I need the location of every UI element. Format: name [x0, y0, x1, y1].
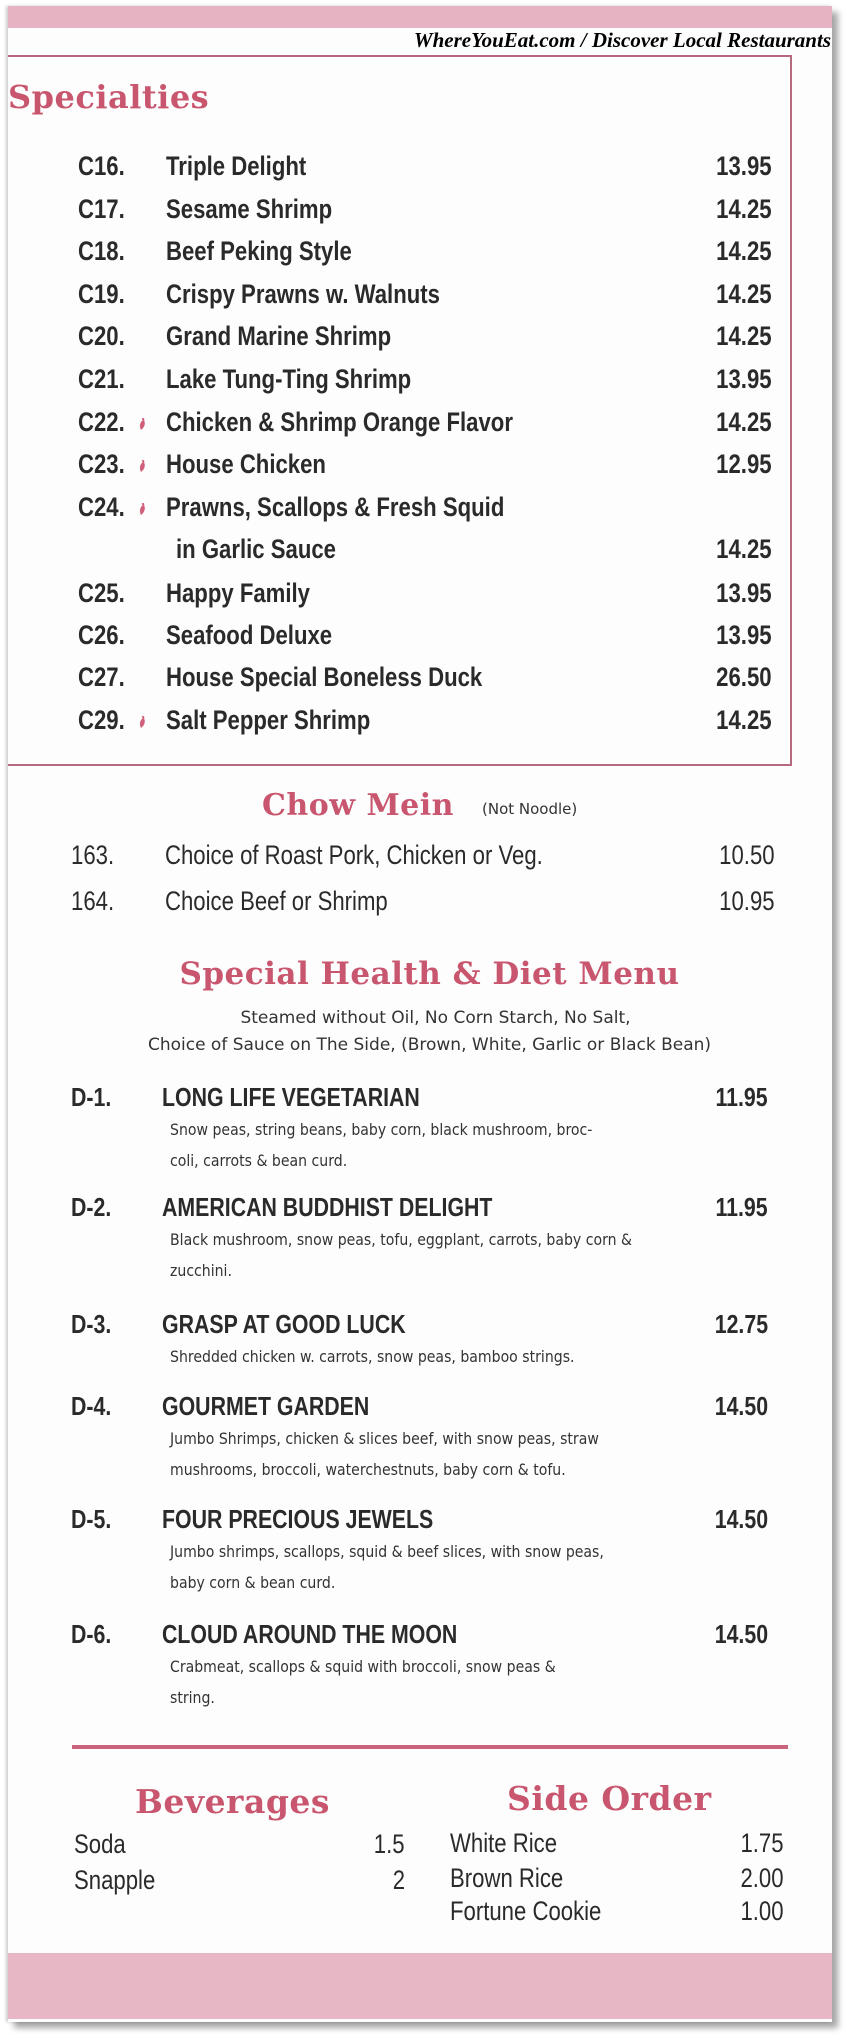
- diet-subtitle-1: Steamed without Oil, No Corn Starch, No Salt,: [240, 1008, 631, 1028]
- side-order-item-price: 2.00: [740, 1863, 784, 1893]
- diet-item-code: D-4.: [71, 1391, 112, 1421]
- diet-item-price: 11.95: [715, 1082, 768, 1112]
- diet-item-code: D-2.: [71, 1192, 112, 1222]
- specialty-item-price: 13.95: [716, 151, 772, 181]
- specialty-item: [78, 447, 772, 481]
- beverage-item: [74, 1827, 405, 1861]
- beverages-heading: Beverages: [135, 1782, 330, 1821]
- diet-item-price: 11.95: [715, 1192, 768, 1222]
- chow-mein-item: [71, 884, 775, 918]
- chow-mein-item-code: 164.: [71, 886, 115, 916]
- specialty-item-price: 13.95: [716, 364, 772, 394]
- specialty-item-code: C19.: [78, 279, 125, 309]
- specialty-item-name: Chicken & Shrimp Orange Flavor: [166, 407, 513, 437]
- specialty-item: [78, 149, 772, 183]
- specialty-item-name: Beef Peking Style: [166, 236, 352, 266]
- specialties-heading: Specialties: [8, 78, 210, 116]
- specialty-item: [78, 319, 772, 353]
- specialty-item-price: 13.95: [716, 578, 772, 608]
- specialty-item-price: 14.25: [716, 194, 772, 224]
- specialty-item-cont: [78, 532, 772, 566]
- specialty-item-code: C23.: [78, 449, 125, 479]
- specialty-item-name: Grand Marine Shrimp: [166, 321, 392, 351]
- hot-pepper-icon: [138, 417, 147, 431]
- diet-item-description: zucchini.: [170, 1261, 232, 1280]
- specialty-item-code: C27.: [78, 662, 125, 692]
- specialty-item-name: Happy Family: [166, 578, 310, 608]
- specialty-item-cont-price: 14.25: [716, 534, 772, 564]
- diet-item-code: D-5.: [71, 1504, 112, 1534]
- specialty-item: [78, 277, 772, 311]
- diet-item-price: 14.50: [714, 1619, 768, 1649]
- diet-item-description: Snow peas, string beans, baby corn, black mushroom, broc-: [170, 1120, 593, 1139]
- side-order-item-price: 1.75: [740, 1828, 784, 1858]
- top-pink-band: [8, 6, 832, 28]
- diet-item-name: LONG LIFE VEGETARIAN: [162, 1082, 420, 1112]
- side-order-item: [450, 1861, 784, 1895]
- side-order-item: [450, 1894, 784, 1928]
- side-order-item-code: Fortune Cookie: [450, 1896, 602, 1926]
- diet-item-code: D-6.: [71, 1619, 112, 1649]
- specialty-item-cont-name: in Garlic Sauce: [176, 534, 336, 564]
- specialty-item: [78, 703, 772, 737]
- diet-item-description: Shredded chicken w. carrots, snow peas, bamboo strings.: [170, 1347, 575, 1366]
- specialty-item-code: C25.: [78, 578, 125, 608]
- specialty-item-name: Triple Delight: [166, 151, 307, 181]
- diet-item-name: GOURMET GARDEN: [162, 1391, 370, 1421]
- specialty-item-price: 14.25: [716, 321, 772, 351]
- diet-item-code: D-3.: [71, 1309, 112, 1339]
- watermark-text: WhereYouEat.com / Discover Local Restaurants: [413, 28, 831, 52]
- specialty-item-code: C24.: [78, 492, 125, 522]
- beverage-item-code: Snapple: [74, 1865, 156, 1895]
- chow-mein-note: (Not Noodle): [482, 800, 578, 818]
- specialty-item-name: Crispy Prawns w. Walnuts: [166, 279, 440, 309]
- diet-menu-heading: Special Health & Diet Menu: [179, 956, 680, 992]
- diet-item-name: FOUR PRECIOUS JEWELS: [162, 1504, 434, 1534]
- diet-item: [71, 1502, 768, 1536]
- specialty-item-code: C16.: [78, 151, 125, 181]
- specialty-item-price: 14.25: [716, 407, 772, 437]
- specialty-item-price: 14.25: [716, 279, 772, 309]
- side-order-item-code: Brown Rice: [450, 1863, 564, 1893]
- specialty-item-price: 14.25: [716, 236, 772, 266]
- diet-item-name: CLOUD AROUND THE MOON: [162, 1619, 458, 1649]
- specialty-item: [78, 618, 772, 652]
- diet-item-name: GRASP AT GOOD LUCK: [162, 1309, 406, 1339]
- specialty-item: [78, 576, 772, 610]
- diet-item-description: string.: [170, 1688, 215, 1707]
- specialty-item-code: C26.: [78, 620, 125, 650]
- diet-item-description: Black mushroom, snow peas, tofu, eggplant, carrots, baby corn &: [170, 1230, 632, 1249]
- side-order-item-code: White Rice: [450, 1828, 558, 1858]
- side-order-item: [450, 1826, 784, 1860]
- diet-item: [71, 1617, 768, 1651]
- specialty-item-price: 26.50: [716, 662, 772, 692]
- diet-item: [71, 1190, 768, 1224]
- chow-mein-item-code: 163.: [71, 840, 115, 870]
- specialty-item-price: 14.25: [716, 705, 772, 735]
- diet-item-description: baby corn & bean curd.: [170, 1573, 336, 1592]
- specialty-item: [78, 660, 772, 694]
- specialty-item-name: Lake Tung-Ting Shrimp: [166, 364, 412, 394]
- diet-item-name: AMERICAN BUDDHIST DELIGHT: [162, 1192, 493, 1222]
- section-divider: [72, 1745, 788, 1749]
- chow-mein-item-name: Choice of Roast Pork, Chicken or Veg.: [165, 840, 543, 870]
- chow-mein-item: [71, 838, 775, 872]
- diet-subtitle-2: Choice of Sauce on The Side, (Brown, White, Garlic or Black Bean): [147, 1035, 712, 1055]
- specialty-item-name: House Chicken: [166, 449, 326, 479]
- diet-item-price: 14.50: [714, 1504, 768, 1534]
- specialty-item-code: C29.: [78, 705, 125, 735]
- diet-item: [71, 1080, 768, 1114]
- specialty-item-code: C22.: [78, 407, 125, 437]
- specialty-item-code: C17.: [78, 194, 125, 224]
- specialty-item: [78, 405, 772, 439]
- beverage-item-price: 1.5: [374, 1829, 405, 1859]
- diet-item-code: D-1.: [71, 1082, 112, 1112]
- diet-item: [71, 1389, 768, 1423]
- hot-pepper-icon: [138, 502, 147, 516]
- hot-pepper-icon: [138, 715, 147, 729]
- chow-mein-heading: Chow Mein: [262, 788, 454, 823]
- diet-item: [71, 1307, 768, 1341]
- chow-mein-item-price: 10.95: [719, 886, 775, 916]
- specialty-item: [78, 490, 772, 524]
- diet-item-price: 12.75: [714, 1309, 768, 1339]
- bottom-pink-band: [8, 1953, 832, 2019]
- diet-item-description: coli, carrots & bean curd.: [170, 1151, 348, 1170]
- specialty-item-name: Salt Pepper Shrimp: [166, 705, 371, 735]
- specialty-item-code: C18.: [78, 236, 125, 266]
- beverage-item-price: 2: [392, 1865, 405, 1895]
- diet-item-description: mushrooms, broccoli, waterchestnuts, baby corn & tofu.: [170, 1460, 566, 1479]
- side-order-heading: Side Order: [507, 1779, 712, 1818]
- specialty-item-name: Sesame Shrimp: [166, 194, 333, 224]
- diet-item-description: Crabmeat, scallops & squid with broccoli, snow peas &: [170, 1657, 556, 1676]
- specialty-item-name: House Special Boneless Duck: [166, 662, 483, 692]
- chow-mein-item-price: 10.50: [719, 840, 775, 870]
- beverage-item-code: Soda: [74, 1829, 126, 1859]
- specialty-item: [78, 362, 772, 396]
- hot-pepper-icon: [138, 459, 147, 473]
- specialty-item-code: C20.: [78, 321, 125, 351]
- diet-item-price: 14.50: [714, 1391, 768, 1421]
- specialty-item-code: C21.: [78, 364, 125, 394]
- chow-mein-item-name: Choice Beef or Shrimp: [165, 886, 388, 916]
- specialty-item-price: 12.95: [716, 449, 772, 479]
- beverage-item: [74, 1863, 405, 1897]
- specialty-item-price: 13.95: [716, 620, 772, 650]
- specialty-item: [78, 192, 772, 226]
- specialty-item-name: Prawns, Scallops & Fresh Squid: [166, 492, 505, 522]
- diet-item-description: Jumbo shrimps, scallops, squid & beef slices, with snow peas,: [170, 1542, 604, 1561]
- side-order-item-price: 1.00: [740, 1896, 784, 1926]
- specialty-item: [78, 234, 772, 268]
- specialty-item-name: Seafood Deluxe: [166, 620, 333, 650]
- diet-item-description: Jumbo Shrimps, chicken & slices beef, with snow peas, straw: [170, 1429, 599, 1448]
